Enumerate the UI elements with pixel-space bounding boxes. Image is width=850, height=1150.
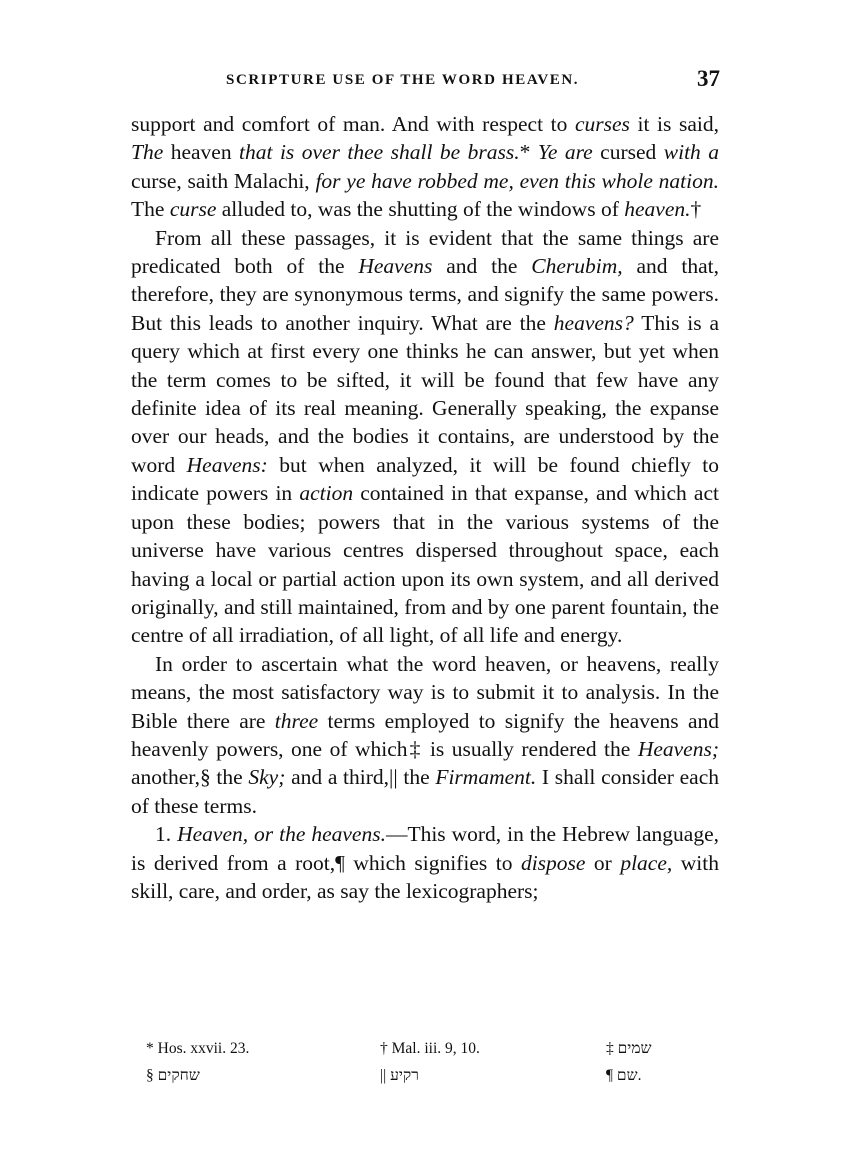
footnote: § שחקים: [146, 1067, 200, 1084]
page-header: [130, 66, 720, 96]
footnote: ‡ שמים: [606, 1040, 652, 1057]
footnote: * Hos. xxvii. 23.: [146, 1040, 250, 1057]
paragraph-3: In order to ascertain what the word heaven, or heavens, really means, the most satisfactory way is to submit it to analysis. In the Bible there are three terms employed to signify the heavens and heavenly powers, one of which‡ is usually rendered the Heavens; another,§ the Sky; and a third,|| the Firmament. I shall consider each of these terms.: [131, 651, 719, 818]
footnote: ¶ שם.: [606, 1067, 642, 1084]
page-number: 37: [697, 66, 720, 91]
body-text: [131, 110, 719, 905]
footnote-row: [146, 1040, 716, 1067]
footnote-row: [146, 1067, 716, 1094]
running-head: SCRIPTURE USE OF THE WORD HEAVEN.: [226, 72, 580, 88]
paragraph-4: 1. Heaven, or the heavens.—This word, in the Hebrew language, is derived from a root,¶ which signifies to dispose or place, with skill, care, and order, as say the lexicographers;: [131, 822, 719, 903]
footnote: † Mal. iii. 9, 10.: [380, 1040, 480, 1057]
footnote: || רקיע: [380, 1067, 419, 1084]
paragraph-2: From all these passages, it is evident that the same things are predicated both of the Heavens and the Cherubim, and that, therefore, they are synonymous terms, and signify the same powers. But this leads to another inquiry. What are the heavens? This is a query which at first every one thinks he can answer, but yet when the term comes to be sifted, it will be found that few have any definite idea of its real meaning. Generally speaking, the expanse over our heads, and the bodies it contains, are understood by the word Heavens: but when analyzed, it will be found chiefly to indicate powers in action contained in that expanse, and which act upon these bodies; powers that in the various systems of the universe have various centres dispersed throughout space, each having a local or partial action upon its own system, and all derived originally, and still maintained, from and by one parent fountain, the centre of all irradiation, of all light, of all life and energy.: [131, 225, 720, 648]
paragraph-1: support and comfort of man. And with respect to curses it is said, The heaven that is over thee shall be brass.* Ye are cursed with a curse, saith Malachi, for ye have robbed me, even this whole nation. The curse alluded to, was the shutting of the windows of heaven.†: [131, 112, 719, 222]
footnotes: [146, 1040, 716, 1094]
